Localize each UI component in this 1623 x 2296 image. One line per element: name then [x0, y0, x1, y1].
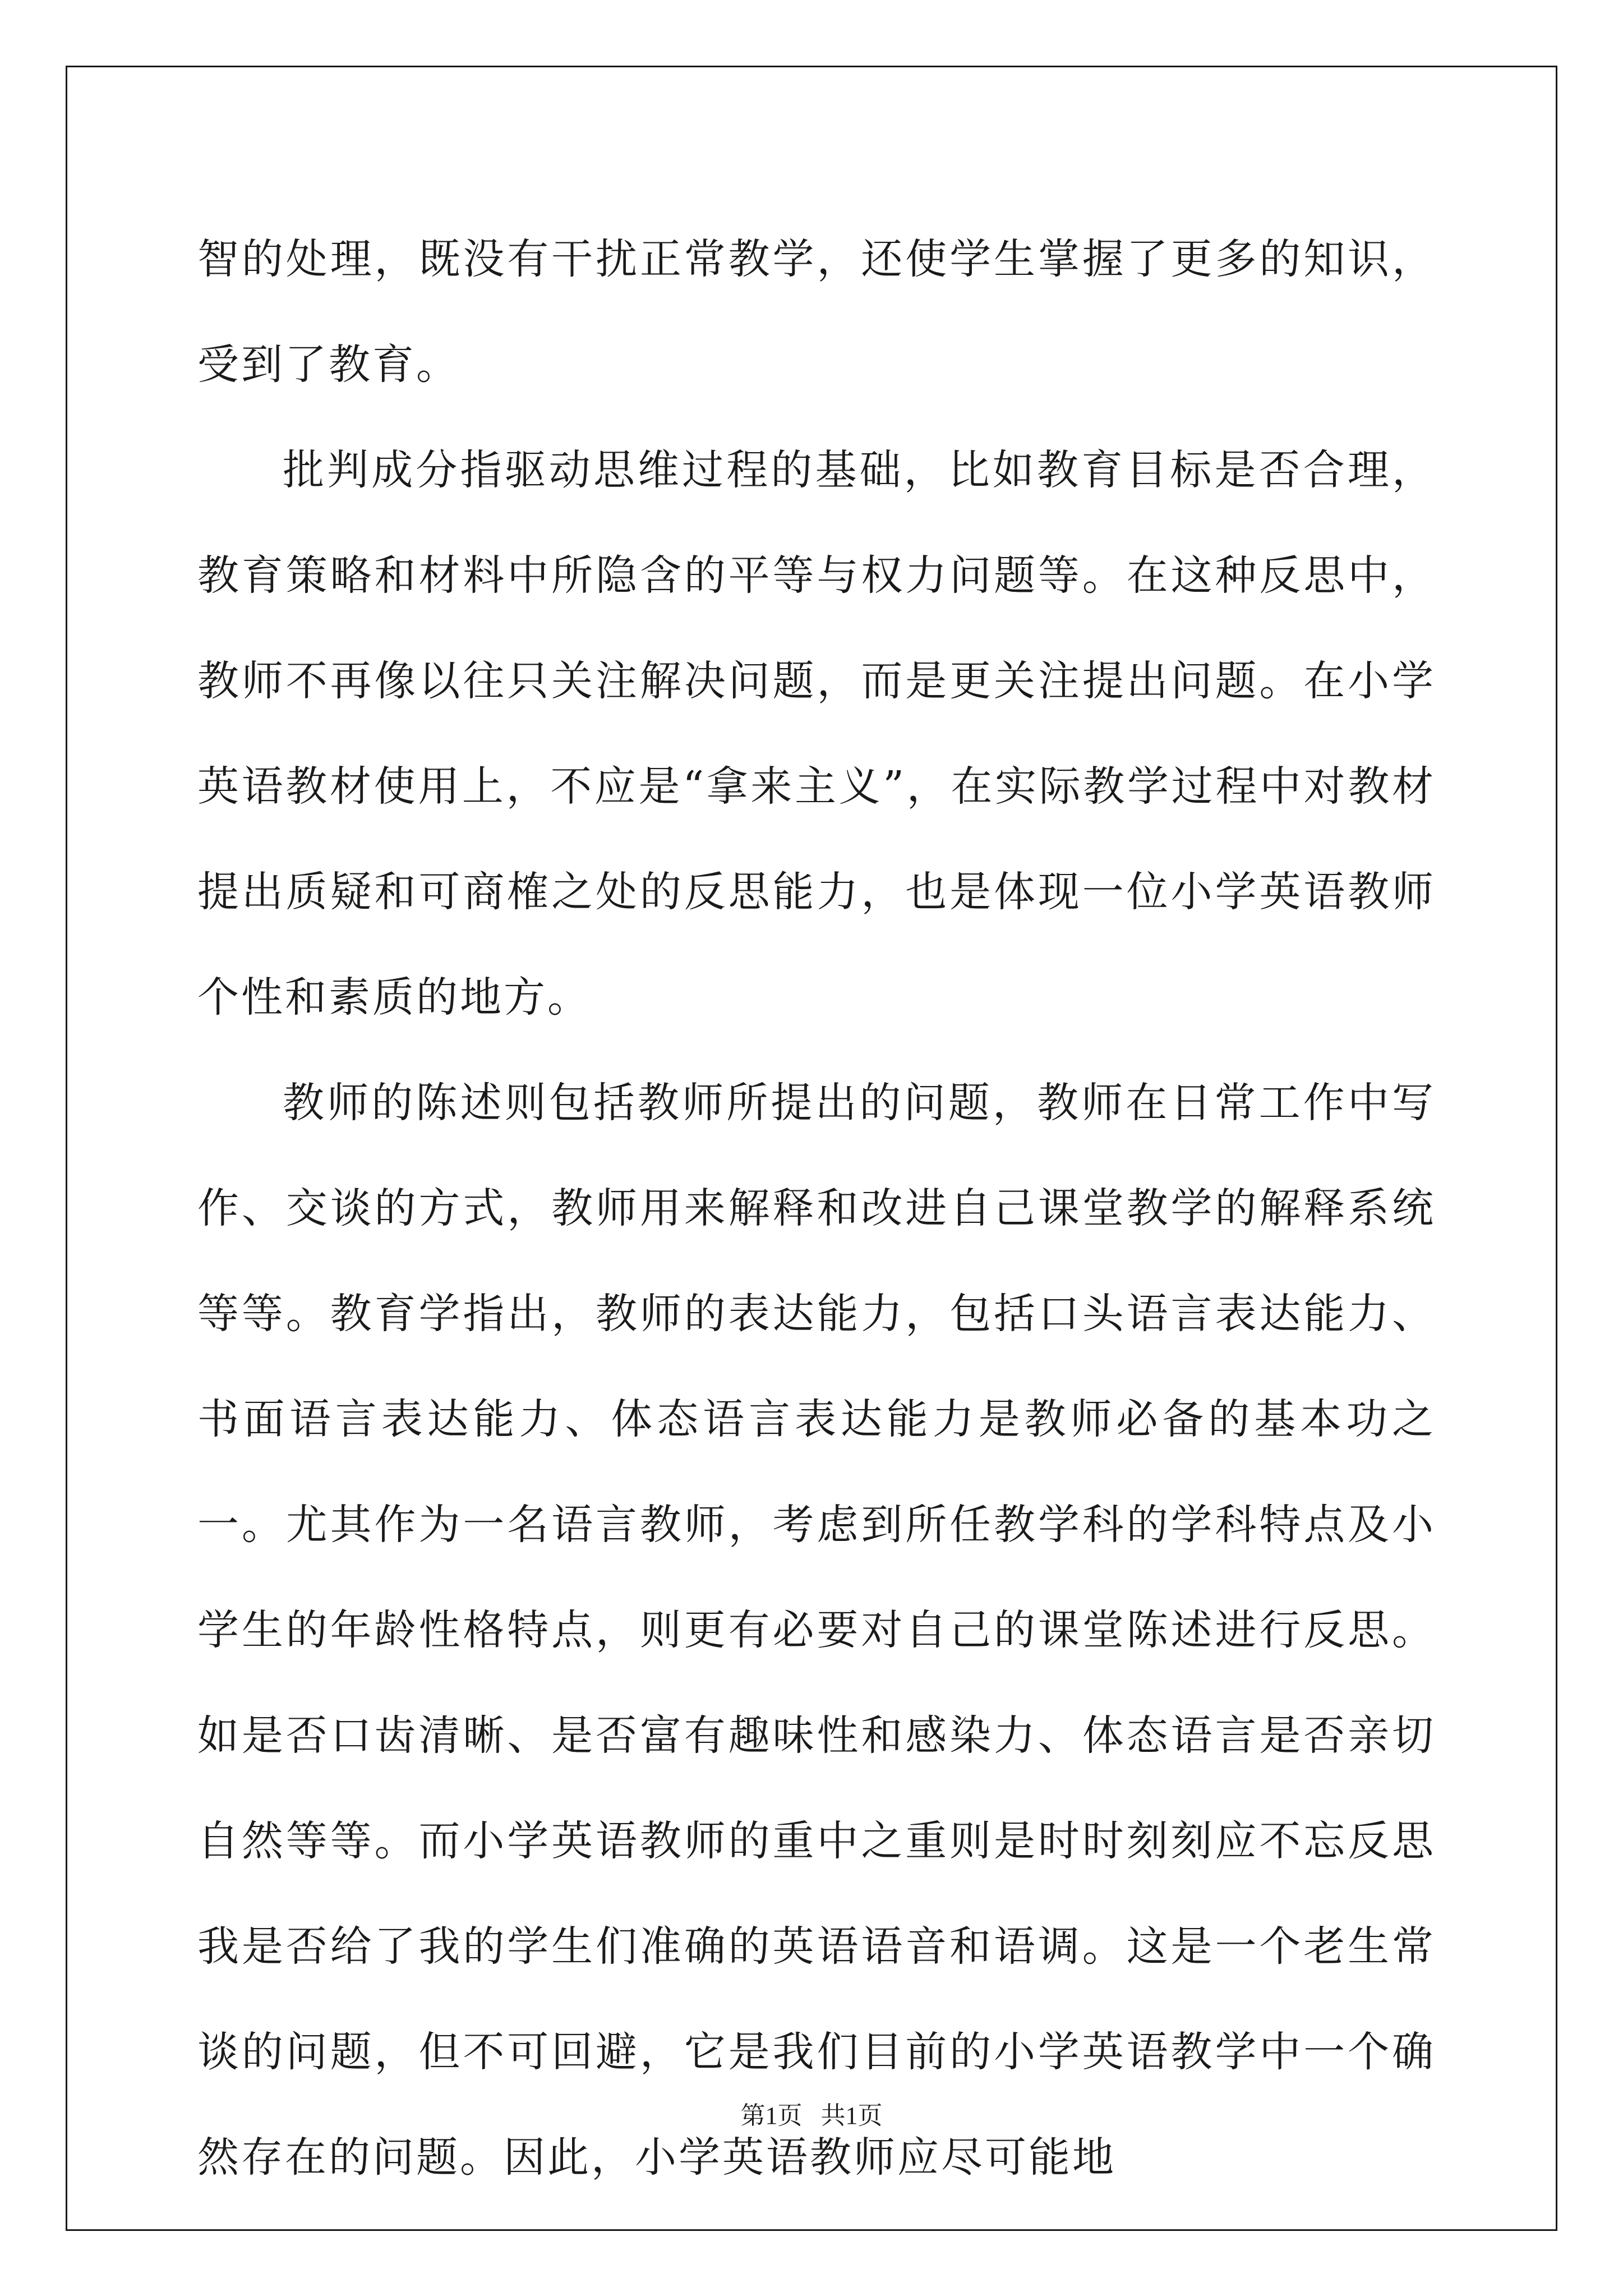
paragraph-2: 批判成分指驱动思维过程的基础，比如教育目标是否合理，教育策略和材料中所隐含的平等与权力问题等。在这种反思中，教师不再像以往只关注解决问题，而是更关注提出问题。在小学英语教材使用上，不应是“拿来主义”，在实际教学过程中对教材提出质疑和可商榷之处的反思能力，也是体现一位小学英语教师个性和素质的地方。 [197, 446, 1436, 1022]
paragraph-1: 智的处理，既没有干扰正常教学，还使学生掌握了更多的知识，受到了教育。 [197, 235, 1436, 389]
paragraph-3: 教师的陈述则包括教师所提出的问题，教师在日常工作中写作、交谈的方式，教师用来解释和改进自己课堂教学的解释系统等等。教育学指出，教师的表达能力，包括口头语言表达能力、书面语言表达能力、体态语言表达能力是教师必备的基本功之一。尤其作为一名语言教师，考虑到所任教学科的学科特点及小学生的年龄性格特点，则更有必要对自己的课堂陈述进行反思。如是否口齿清晰、是否富有趣味性和感染力、体态语言是否亲切自然等等。而小学英语教师的重中之重则是时时刻刻应不忘反思我是否给了我的学生们准确的英语语音和语调。这是一个老生常谈的问题，但不可回避，它是我们目前的小学英语教学中一个确然存在的问题。因此，小学英语教师应尽可能地 [197, 1079, 1436, 2182]
document-body [197, 206, 1436, 2210]
page-footer: 第1页 共1页 [740, 2102, 883, 2129]
